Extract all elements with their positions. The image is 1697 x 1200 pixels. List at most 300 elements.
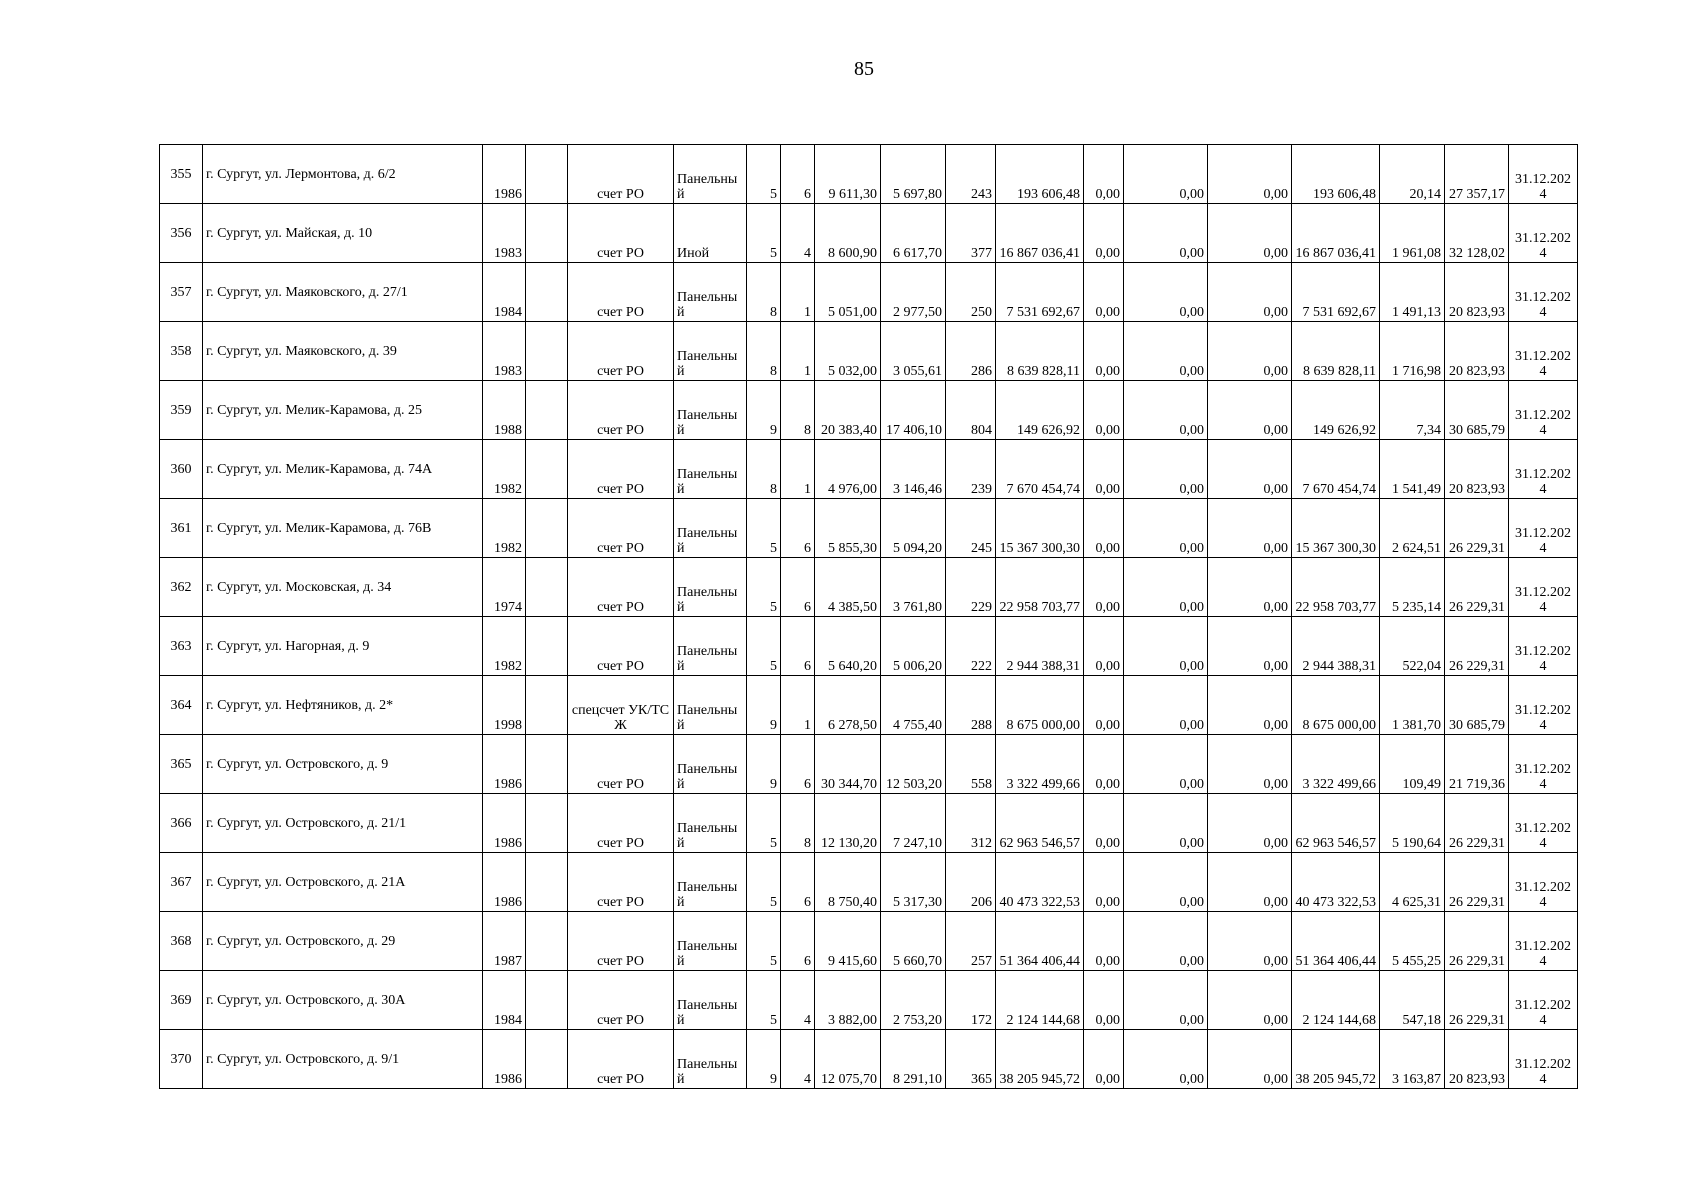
- entrances-cell: 1: [781, 676, 815, 735]
- address-cell: г. Сургут, ул. Майская, д. 10: [203, 204, 483, 263]
- year-cell: 1986: [483, 794, 526, 853]
- row-number-cell: 365: [160, 735, 203, 794]
- floors-cell: 5: [747, 499, 781, 558]
- total-area-cell: 5 051,00: [815, 263, 881, 322]
- federal-funds-cell: 0,00: [1084, 794, 1124, 853]
- extra-cell: [526, 1030, 568, 1089]
- row-number-cell: 357: [160, 263, 203, 322]
- address-cell: г. Сургут, ул. Мелик-Карамова, д. 25: [203, 381, 483, 440]
- local-funds-cell: 0,00: [1208, 145, 1292, 204]
- extra-cell: [526, 735, 568, 794]
- local-funds-cell: 0,00: [1208, 617, 1292, 676]
- row-number-cell: 359: [160, 381, 203, 440]
- residents-cell: 365: [946, 1030, 996, 1089]
- completion-date-cell: 31.12.2024: [1509, 204, 1578, 263]
- address-cell: г. Сургут, ул. Островского, д. 30А: [203, 971, 483, 1030]
- owner-funds-cell: 2 124 144,68: [1292, 971, 1380, 1030]
- wall-material-cell: Панельный: [674, 735, 747, 794]
- floors-cell: 5: [747, 794, 781, 853]
- wall-material-cell: Панельный: [674, 499, 747, 558]
- living-area-cell: 8 291,10: [881, 1030, 946, 1089]
- row-number-cell: 366: [160, 794, 203, 853]
- row-number-cell: 356: [160, 204, 203, 263]
- living-area-cell: 5 697,80: [881, 145, 946, 204]
- regional-funds-cell: 0,00: [1124, 558, 1208, 617]
- unit-cost-cell: 5 190,64: [1380, 794, 1445, 853]
- living-area-cell: 2 753,20: [881, 971, 946, 1030]
- account-type-cell: счет РО: [568, 1030, 674, 1089]
- owner-funds-cell: 2 944 388,31: [1292, 617, 1380, 676]
- year-cell: 1974: [483, 558, 526, 617]
- completion-date-cell: 31.12.2024: [1509, 440, 1578, 499]
- living-area-cell: 17 406,10: [881, 381, 946, 440]
- unit-cost-cell: 1 961,08: [1380, 204, 1445, 263]
- owner-funds-cell: 8 675 000,00: [1292, 676, 1380, 735]
- total-cost-cell: 7 670 454,74: [996, 440, 1084, 499]
- year-cell: 1986: [483, 1030, 526, 1089]
- year-cell: 1987: [483, 912, 526, 971]
- wall-material-cell: Панельный: [674, 1030, 747, 1089]
- unit-cost-cell: 1 491,13: [1380, 263, 1445, 322]
- max-unit-cost-cell: 26 229,31: [1445, 794, 1509, 853]
- max-unit-cost-cell: 20 823,93: [1445, 1030, 1509, 1089]
- max-unit-cost-cell: 26 229,31: [1445, 558, 1509, 617]
- row-number-cell: 362: [160, 558, 203, 617]
- federal-funds-cell: 0,00: [1084, 263, 1124, 322]
- unit-cost-cell: 1 541,49: [1380, 440, 1445, 499]
- local-funds-cell: 0,00: [1208, 204, 1292, 263]
- federal-funds-cell: 0,00: [1084, 381, 1124, 440]
- max-unit-cost-cell: 26 229,31: [1445, 971, 1509, 1030]
- extra-cell: [526, 558, 568, 617]
- completion-date-cell: 31.12.2024: [1509, 617, 1578, 676]
- residents-cell: 558: [946, 735, 996, 794]
- total-area-cell: 5 640,20: [815, 617, 881, 676]
- living-area-cell: 3 055,61: [881, 322, 946, 381]
- floors-cell: 9: [747, 735, 781, 794]
- floors-cell: 5: [747, 145, 781, 204]
- residents-cell: 312: [946, 794, 996, 853]
- max-unit-cost-cell: 30 685,79: [1445, 676, 1509, 735]
- entrances-cell: 1: [781, 322, 815, 381]
- max-unit-cost-cell: 26 229,31: [1445, 853, 1509, 912]
- table-row: [160, 794, 1578, 853]
- year-cell: 1986: [483, 735, 526, 794]
- regional-funds-cell: 0,00: [1124, 204, 1208, 263]
- wall-material-cell: Панельный: [674, 263, 747, 322]
- regional-funds-cell: 0,00: [1124, 617, 1208, 676]
- floors-cell: 8: [747, 322, 781, 381]
- extra-cell: [526, 499, 568, 558]
- extra-cell: [526, 204, 568, 263]
- federal-funds-cell: 0,00: [1084, 558, 1124, 617]
- year-cell: 1983: [483, 322, 526, 381]
- table-row: [160, 735, 1578, 794]
- wall-material-cell: Панельный: [674, 971, 747, 1030]
- year-cell: 1984: [483, 971, 526, 1030]
- residents-cell: 172: [946, 971, 996, 1030]
- completion-date-cell: 31.12.2024: [1509, 381, 1578, 440]
- extra-cell: [526, 971, 568, 1030]
- wall-material-cell: Панельный: [674, 440, 747, 499]
- max-unit-cost-cell: 30 685,79: [1445, 381, 1509, 440]
- federal-funds-cell: 0,00: [1084, 912, 1124, 971]
- total-area-cell: 20 383,40: [815, 381, 881, 440]
- row-number-cell: 360: [160, 440, 203, 499]
- residents-cell: 288: [946, 676, 996, 735]
- owner-funds-cell: 22 958 703,77: [1292, 558, 1380, 617]
- entrances-cell: 4: [781, 971, 815, 1030]
- row-number-cell: 364: [160, 676, 203, 735]
- regional-funds-cell: 0,00: [1124, 971, 1208, 1030]
- unit-cost-cell: 109,49: [1380, 735, 1445, 794]
- floors-cell: 5: [747, 853, 781, 912]
- table-row: [160, 440, 1578, 499]
- table-row: [160, 558, 1578, 617]
- local-funds-cell: 0,00: [1208, 263, 1292, 322]
- max-unit-cost-cell: 21 719,36: [1445, 735, 1509, 794]
- residents-cell: 257: [946, 912, 996, 971]
- federal-funds-cell: 0,00: [1084, 676, 1124, 735]
- extra-cell: [526, 676, 568, 735]
- owner-funds-cell: 3 322 499,66: [1292, 735, 1380, 794]
- table-row: [160, 145, 1578, 204]
- total-area-cell: 3 882,00: [815, 971, 881, 1030]
- owner-funds-cell: 51 364 406,44: [1292, 912, 1380, 971]
- residents-cell: 286: [946, 322, 996, 381]
- federal-funds-cell: 0,00: [1084, 499, 1124, 558]
- registry-body: [160, 145, 1578, 1089]
- completion-date-cell: 31.12.2024: [1509, 1030, 1578, 1089]
- row-number-cell: 361: [160, 499, 203, 558]
- local-funds-cell: 0,00: [1208, 971, 1292, 1030]
- completion-date-cell: 31.12.2024: [1509, 499, 1578, 558]
- federal-funds-cell: 0,00: [1084, 971, 1124, 1030]
- max-unit-cost-cell: 20 823,93: [1445, 263, 1509, 322]
- address-cell: г. Сургут, ул. Лермонтова, д. 6/2: [203, 145, 483, 204]
- total-cost-cell: 8 675 000,00: [996, 676, 1084, 735]
- account-type-cell: счет РО: [568, 853, 674, 912]
- floors-cell: 8: [747, 263, 781, 322]
- table-row: [160, 263, 1578, 322]
- max-unit-cost-cell: 26 229,31: [1445, 617, 1509, 676]
- entrances-cell: 4: [781, 204, 815, 263]
- owner-funds-cell: 16 867 036,41: [1292, 204, 1380, 263]
- local-funds-cell: 0,00: [1208, 440, 1292, 499]
- unit-cost-cell: 1 381,70: [1380, 676, 1445, 735]
- entrances-cell: 6: [781, 617, 815, 676]
- total-area-cell: 4 976,00: [815, 440, 881, 499]
- regional-funds-cell: 0,00: [1124, 912, 1208, 971]
- entrances-cell: 6: [781, 558, 815, 617]
- max-unit-cost-cell: 26 229,31: [1445, 912, 1509, 971]
- floors-cell: 5: [747, 617, 781, 676]
- extra-cell: [526, 145, 568, 204]
- residents-cell: 245: [946, 499, 996, 558]
- federal-funds-cell: 0,00: [1084, 1030, 1124, 1089]
- residents-cell: 377: [946, 204, 996, 263]
- row-number-cell: 367: [160, 853, 203, 912]
- account-type-cell: счет РО: [568, 912, 674, 971]
- total-area-cell: 12 075,70: [815, 1030, 881, 1089]
- entrances-cell: 6: [781, 499, 815, 558]
- entrances-cell: 8: [781, 381, 815, 440]
- owner-funds-cell: 15 367 300,30: [1292, 499, 1380, 558]
- total-cost-cell: 2 944 388,31: [996, 617, 1084, 676]
- address-cell: г. Сургут, ул. Нагорная, д. 9: [203, 617, 483, 676]
- federal-funds-cell: 0,00: [1084, 145, 1124, 204]
- entrances-cell: 1: [781, 263, 815, 322]
- account-type-cell: счет РО: [568, 558, 674, 617]
- local-funds-cell: 0,00: [1208, 853, 1292, 912]
- total-area-cell: 8 750,40: [815, 853, 881, 912]
- unit-cost-cell: 2 624,51: [1380, 499, 1445, 558]
- local-funds-cell: 0,00: [1208, 499, 1292, 558]
- account-type-cell: счет РО: [568, 263, 674, 322]
- account-type-cell: счет РО: [568, 322, 674, 381]
- living-area-cell: 5 317,30: [881, 853, 946, 912]
- owner-funds-cell: 8 639 828,11: [1292, 322, 1380, 381]
- max-unit-cost-cell: 20 823,93: [1445, 322, 1509, 381]
- completion-date-cell: 31.12.2024: [1509, 263, 1578, 322]
- regional-funds-cell: 0,00: [1124, 499, 1208, 558]
- local-funds-cell: 0,00: [1208, 912, 1292, 971]
- total-cost-cell: 15 367 300,30: [996, 499, 1084, 558]
- total-area-cell: 4 385,50: [815, 558, 881, 617]
- unit-cost-cell: 5 235,14: [1380, 558, 1445, 617]
- federal-funds-cell: 0,00: [1084, 204, 1124, 263]
- account-type-cell: счет РО: [568, 440, 674, 499]
- account-type-cell: счет РО: [568, 617, 674, 676]
- regional-funds-cell: 0,00: [1124, 145, 1208, 204]
- total-area-cell: 5 855,30: [815, 499, 881, 558]
- table-row: [160, 676, 1578, 735]
- total-area-cell: 30 344,70: [815, 735, 881, 794]
- residents-cell: 222: [946, 617, 996, 676]
- floors-cell: 9: [747, 381, 781, 440]
- total-cost-cell: 51 364 406,44: [996, 912, 1084, 971]
- living-area-cell: 2 977,50: [881, 263, 946, 322]
- account-type-cell: счет РО: [568, 971, 674, 1030]
- address-cell: г. Сургут, ул. Нефтяников, д. 2*: [203, 676, 483, 735]
- address-cell: г. Сургут, ул. Островского, д. 9: [203, 735, 483, 794]
- total-area-cell: 9 611,30: [815, 145, 881, 204]
- regional-funds-cell: 0,00: [1124, 676, 1208, 735]
- extra-cell: [526, 322, 568, 381]
- total-cost-cell: 193 606,48: [996, 145, 1084, 204]
- owner-funds-cell: 193 606,48: [1292, 145, 1380, 204]
- total-cost-cell: 3 322 499,66: [996, 735, 1084, 794]
- total-cost-cell: 7 531 692,67: [996, 263, 1084, 322]
- extra-cell: [526, 440, 568, 499]
- total-cost-cell: 62 963 546,57: [996, 794, 1084, 853]
- row-number-cell: 369: [160, 971, 203, 1030]
- unit-cost-cell: 547,18: [1380, 971, 1445, 1030]
- total-area-cell: 12 130,20: [815, 794, 881, 853]
- regional-funds-cell: 0,00: [1124, 735, 1208, 794]
- floors-cell: 5: [747, 204, 781, 263]
- account-type-cell: спецсчет УК/ТСЖ: [568, 676, 674, 735]
- year-cell: 1983: [483, 204, 526, 263]
- table-row: [160, 912, 1578, 971]
- owner-funds-cell: 62 963 546,57: [1292, 794, 1380, 853]
- unit-cost-cell: 20,14: [1380, 145, 1445, 204]
- federal-funds-cell: 0,00: [1084, 440, 1124, 499]
- year-cell: 1986: [483, 145, 526, 204]
- living-area-cell: 4 755,40: [881, 676, 946, 735]
- local-funds-cell: 0,00: [1208, 794, 1292, 853]
- extra-cell: [526, 853, 568, 912]
- local-funds-cell: 0,00: [1208, 381, 1292, 440]
- wall-material-cell: Панельный: [674, 912, 747, 971]
- extra-cell: [526, 381, 568, 440]
- completion-date-cell: 31.12.2024: [1509, 735, 1578, 794]
- entrances-cell: 8: [781, 794, 815, 853]
- table-row: [160, 1030, 1578, 1089]
- address-cell: г. Сургут, ул. Маяковского, д. 39: [203, 322, 483, 381]
- residents-cell: 206: [946, 853, 996, 912]
- table-row: [160, 971, 1578, 1030]
- local-funds-cell: 0,00: [1208, 1030, 1292, 1089]
- table-row: [160, 204, 1578, 263]
- unit-cost-cell: 7,34: [1380, 381, 1445, 440]
- year-cell: 1998: [483, 676, 526, 735]
- unit-cost-cell: 3 163,87: [1380, 1030, 1445, 1089]
- regional-funds-cell: 0,00: [1124, 381, 1208, 440]
- total-cost-cell: 149 626,92: [996, 381, 1084, 440]
- regional-funds-cell: 0,00: [1124, 440, 1208, 499]
- unit-cost-cell: 1 716,98: [1380, 322, 1445, 381]
- account-type-cell: счет РО: [568, 499, 674, 558]
- account-type-cell: счет РО: [568, 204, 674, 263]
- completion-date-cell: 31.12.2024: [1509, 971, 1578, 1030]
- year-cell: 1982: [483, 499, 526, 558]
- completion-date-cell: 31.12.2024: [1509, 912, 1578, 971]
- housing-registry-table: [159, 144, 1578, 1089]
- residents-cell: 229: [946, 558, 996, 617]
- federal-funds-cell: 0,00: [1084, 853, 1124, 912]
- max-unit-cost-cell: 20 823,93: [1445, 440, 1509, 499]
- regional-funds-cell: 0,00: [1124, 853, 1208, 912]
- local-funds-cell: 0,00: [1208, 322, 1292, 381]
- federal-funds-cell: 0,00: [1084, 735, 1124, 794]
- address-cell: г. Сургут, ул. Мелик-Карамова, д. 74А: [203, 440, 483, 499]
- living-area-cell: 6 617,70: [881, 204, 946, 263]
- row-number-cell: 358: [160, 322, 203, 381]
- residents-cell: 239: [946, 440, 996, 499]
- floors-cell: 9: [747, 1030, 781, 1089]
- total-cost-cell: 16 867 036,41: [996, 204, 1084, 263]
- total-area-cell: 6 278,50: [815, 676, 881, 735]
- address-cell: г. Сургут, ул. Островского, д. 29: [203, 912, 483, 971]
- address-cell: г. Сургут, ул. Московская, д. 34: [203, 558, 483, 617]
- wall-material-cell: Панельный: [674, 322, 747, 381]
- completion-date-cell: 31.12.2024: [1509, 676, 1578, 735]
- entrances-cell: 6: [781, 145, 815, 204]
- residents-cell: 250: [946, 263, 996, 322]
- extra-cell: [526, 912, 568, 971]
- table-row: [160, 499, 1578, 558]
- total-cost-cell: 8 639 828,11: [996, 322, 1084, 381]
- entrances-cell: 1: [781, 440, 815, 499]
- account-type-cell: счет РО: [568, 735, 674, 794]
- floors-cell: 5: [747, 558, 781, 617]
- year-cell: 1986: [483, 853, 526, 912]
- regional-funds-cell: 0,00: [1124, 1030, 1208, 1089]
- year-cell: 1982: [483, 617, 526, 676]
- max-unit-cost-cell: 27 357,17: [1445, 145, 1509, 204]
- floors-cell: 5: [747, 971, 781, 1030]
- residents-cell: 804: [946, 381, 996, 440]
- table-row: [160, 322, 1578, 381]
- page-number: 85: [854, 58, 874, 80]
- entrances-cell: 6: [781, 912, 815, 971]
- account-type-cell: счет РО: [568, 145, 674, 204]
- entrances-cell: 4: [781, 1030, 815, 1089]
- entrances-cell: 6: [781, 735, 815, 794]
- unit-cost-cell: 5 455,25: [1380, 912, 1445, 971]
- address-cell: г. Сургут, ул. Островского, д. 9/1: [203, 1030, 483, 1089]
- max-unit-cost-cell: 32 128,02: [1445, 204, 1509, 263]
- floors-cell: 5: [747, 912, 781, 971]
- local-funds-cell: 0,00: [1208, 735, 1292, 794]
- floors-cell: 8: [747, 440, 781, 499]
- row-number-cell: 370: [160, 1030, 203, 1089]
- address-cell: г. Сургут, ул. Маяковского, д. 27/1: [203, 263, 483, 322]
- living-area-cell: 3 146,46: [881, 440, 946, 499]
- completion-date-cell: 31.12.2024: [1509, 853, 1578, 912]
- wall-material-cell: Панельный: [674, 381, 747, 440]
- account-type-cell: счет РО: [568, 381, 674, 440]
- local-funds-cell: 0,00: [1208, 558, 1292, 617]
- owner-funds-cell: 38 205 945,72: [1292, 1030, 1380, 1089]
- regional-funds-cell: 0,00: [1124, 322, 1208, 381]
- living-area-cell: 3 761,80: [881, 558, 946, 617]
- owner-funds-cell: 40 473 322,53: [1292, 853, 1380, 912]
- table-row: [160, 381, 1578, 440]
- living-area-cell: 5 660,70: [881, 912, 946, 971]
- total-area-cell: 8 600,90: [815, 204, 881, 263]
- owner-funds-cell: 7 670 454,74: [1292, 440, 1380, 499]
- wall-material-cell: Панельный: [674, 558, 747, 617]
- wall-material-cell: Панельный: [674, 853, 747, 912]
- living-area-cell: 5 006,20: [881, 617, 946, 676]
- total-area-cell: 9 415,60: [815, 912, 881, 971]
- living-area-cell: 7 247,10: [881, 794, 946, 853]
- entrances-cell: 6: [781, 853, 815, 912]
- extra-cell: [526, 794, 568, 853]
- federal-funds-cell: 0,00: [1084, 617, 1124, 676]
- unit-cost-cell: 4 625,31: [1380, 853, 1445, 912]
- year-cell: 1982: [483, 440, 526, 499]
- max-unit-cost-cell: 26 229,31: [1445, 499, 1509, 558]
- address-cell: г. Сургут, ул. Мелик-Карамова, д. 76В: [203, 499, 483, 558]
- local-funds-cell: 0,00: [1208, 676, 1292, 735]
- table-row: [160, 617, 1578, 676]
- regional-funds-cell: 0,00: [1124, 794, 1208, 853]
- federal-funds-cell: 0,00: [1084, 322, 1124, 381]
- floors-cell: 9: [747, 676, 781, 735]
- completion-date-cell: 31.12.2024: [1509, 145, 1578, 204]
- year-cell: 1984: [483, 263, 526, 322]
- wall-material-cell: Панельный: [674, 794, 747, 853]
- row-number-cell: 363: [160, 617, 203, 676]
- unit-cost-cell: 522,04: [1380, 617, 1445, 676]
- completion-date-cell: 31.12.2024: [1509, 794, 1578, 853]
- wall-material-cell: Панельный: [674, 676, 747, 735]
- total-cost-cell: 22 958 703,77: [996, 558, 1084, 617]
- table-row: [160, 853, 1578, 912]
